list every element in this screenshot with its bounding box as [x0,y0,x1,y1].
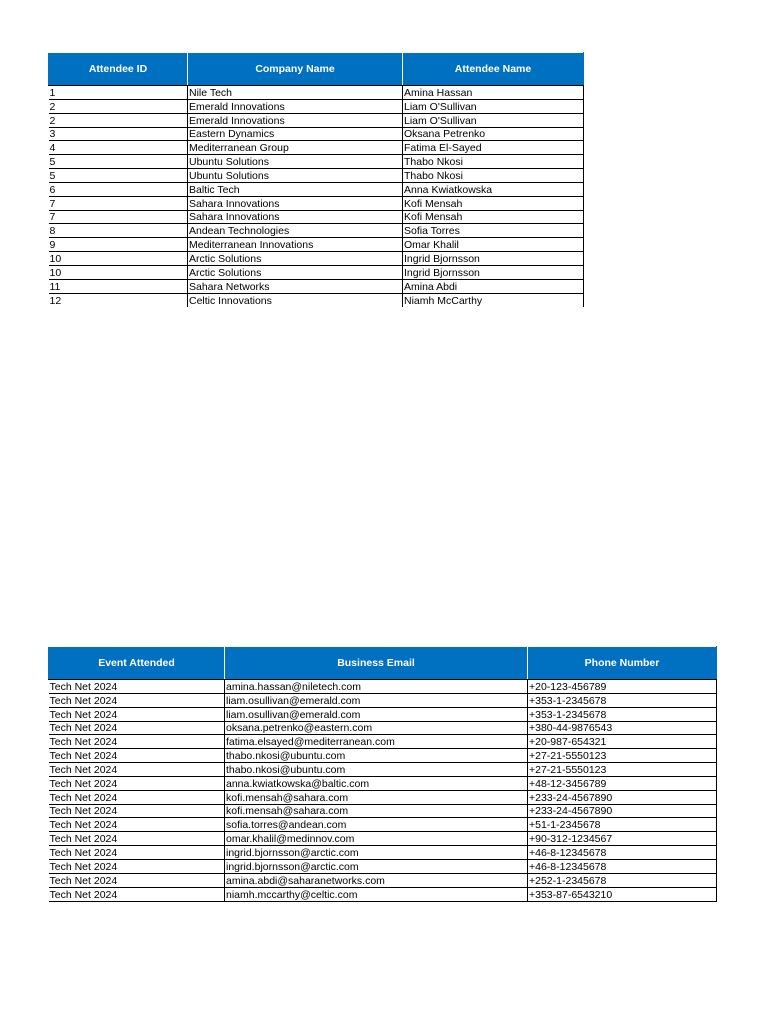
event-attended-cell: Tech Net 2024 [49,776,225,790]
company-name-cell: Mediterranean Innovations [188,238,403,252]
event-attended-cell: Tech Net 2024 [49,790,225,804]
phone-number-cell: +27-21-5550123 [528,763,717,777]
company-name-cell: Arctic Solutions [188,252,403,266]
attendee-name-cell: Fatima El-Sayed [403,141,584,155]
company-name-cell: Arctic Solutions [188,265,403,279]
company-name-cell: Andean Technologies [188,224,403,238]
company-name-cell: Emerald Innovations [188,113,403,127]
table-row [49,86,584,100]
business-email-cell: amina.abdi@saharanetworks.com [225,873,528,887]
attendee-id-cell: 5 [49,169,188,183]
header-business-email: Business Email [225,647,528,680]
company-name-cell: Ubuntu Solutions [188,155,403,169]
event-attended-cell: Tech Net 2024 [49,763,225,777]
phone-number-cell: +233-24-4567890 [528,790,717,804]
table-row [49,693,717,707]
attendee-name-cell: Thabo Nkosi [403,155,584,169]
company-name-cell: Emerald Innovations [188,99,403,113]
attendee-id-cell: 9 [49,238,188,252]
table-row [49,265,584,279]
table-row [49,776,717,790]
event-attended-cell: Tech Net 2024 [49,846,225,860]
event-attended-cell: Tech Net 2024 [49,818,225,832]
attendee-id-cell: 2 [49,99,188,113]
header-attendee-id: Attendee ID [49,53,188,86]
attendee-id-cell: 6 [49,182,188,196]
attendee-id-cell: 2 [49,113,188,127]
phone-number-cell: +353-1-2345678 [528,693,717,707]
business-email-cell: kofi.mensah@sahara.com [225,790,528,804]
phone-number-cell: +233-24-4567890 [528,804,717,818]
event-attended-cell: Tech Net 2024 [49,873,225,887]
company-name-cell: Ubuntu Solutions [188,169,403,183]
table-row [49,846,717,860]
table-row [49,127,584,141]
business-email-cell: kofi.mensah@sahara.com [225,804,528,818]
attendee-id-cell: 4 [49,141,188,155]
phone-number-cell: +20-123-456789 [528,680,717,694]
table-row [49,763,717,777]
event-attended-cell: Tech Net 2024 [49,707,225,721]
phone-number-cell: +46-8-12345678 [528,846,717,860]
attendee-id-cell: 5 [49,155,188,169]
attendee-name-cell: Ingrid Bjornsson [403,252,584,266]
table-row [49,293,584,306]
header-phone-number: Phone Number [528,647,717,680]
company-name-cell: Nile Tech [188,86,403,100]
attendee-name-cell: Omar Khalil [403,238,584,252]
phone-number-cell: +46-8-12345678 [528,859,717,873]
attendee-name-cell: Thabo Nkosi [403,169,584,183]
table-row [49,818,717,832]
table-row [49,252,584,266]
table-row [49,721,717,735]
table-row [49,141,584,155]
table-row [49,887,717,901]
phone-number-cell: +48-12-3456789 [528,776,717,790]
attendee-name-cell: Amina Abdi [403,279,584,293]
table-row [49,859,717,873]
table-row [49,196,584,210]
table-row [49,804,717,818]
company-name-cell: Sahara Innovations [188,210,403,224]
business-email-cell: amina.hassan@niletech.com [225,680,528,694]
table-row [49,113,584,127]
attendee-id-cell: 10 [49,265,188,279]
attendee-name-cell: Anna Kwiatkowska [403,182,584,196]
attendee-id-cell: 11 [49,279,188,293]
business-email-cell: anna.kwiatkowska@baltic.com [225,776,528,790]
event-attended-cell: Tech Net 2024 [49,832,225,846]
attendee-name-cell: Liam O'Sullivan [403,99,584,113]
table-row [49,182,584,196]
table-row [49,224,584,238]
table-row [49,279,584,293]
table-row [49,169,584,183]
attendee-name-cell: Niamh McCarthy [403,293,584,306]
table-row [49,155,584,169]
attendee-name-cell: Liam O'Sullivan [403,113,584,127]
event-attended-cell: Tech Net 2024 [49,749,225,763]
attendee-id-cell: 10 [49,252,188,266]
business-email-cell: thabo.nkosi@ubuntu.com [225,749,528,763]
event-attended-cell: Tech Net 2024 [49,804,225,818]
attendee-name-cell: Ingrid Bjornsson [403,265,584,279]
event-attended-cell: Tech Net 2024 [49,693,225,707]
event-attended-cell: Tech Net 2024 [49,680,225,694]
table-row [49,790,717,804]
header-event-attended: Event Attended [49,647,225,680]
contact-table-header-row [49,647,717,680]
event-attended-cell: Tech Net 2024 [49,721,225,735]
header-attendee-name: Attendee Name [403,53,584,86]
contact-table [48,646,717,902]
phone-number-cell: +353-1-2345678 [528,707,717,721]
business-email-cell: sofia.torres@andean.com [225,818,528,832]
phone-number-cell: +353-87-6543210 [528,887,717,901]
phone-number-cell: +90-312-1234567 [528,832,717,846]
phone-number-cell: +20-987-654321 [528,735,717,749]
table-row [49,680,717,694]
table-row [49,99,584,113]
company-name-cell: Sahara Networks [188,279,403,293]
event-attended-cell: Tech Net 2024 [49,859,225,873]
phone-number-cell: +380-44-9876543 [528,721,717,735]
attendee-table [48,52,584,307]
business-email-cell: ingrid.bjornsson@arctic.com [225,846,528,860]
attendee-name-cell: Oksana Petrenko [403,127,584,141]
header-company-name: Company Name [188,53,403,86]
phone-number-cell: +252-1-2345678 [528,873,717,887]
attendee-id-cell: 8 [49,224,188,238]
table-row [49,832,717,846]
event-attended-cell: Tech Net 2024 [49,887,225,901]
business-email-cell: liam.osullivan@emerald.com [225,693,528,707]
company-name-cell: Mediterranean Group [188,141,403,155]
attendee-id-cell: 1 [49,86,188,100]
business-email-cell: ingrid.bjornsson@arctic.com [225,859,528,873]
attendee-name-cell: Sofia Torres [403,224,584,238]
table-row [49,873,717,887]
table-row [49,210,584,224]
company-name-cell: Eastern Dynamics [188,127,403,141]
attendee-name-cell: Amina Hassan [403,86,584,100]
business-email-cell: thabo.nkosi@ubuntu.com [225,763,528,777]
table-row [49,707,717,721]
attendee-id-cell: 12 [49,294,62,307]
event-attended-cell: Tech Net 2024 [49,735,225,749]
business-email-cell: niamh.mccarthy@celtic.com [225,887,528,901]
phone-number-cell: +51-1-2345678 [528,818,717,832]
company-name-cell: Celtic Innovations [188,293,403,306]
business-email-cell: omar.khalil@medinnov.com [225,832,528,846]
company-name-cell: Sahara Innovations [188,196,403,210]
business-email-cell: fatima.elsayed@mediterranean.com [225,735,528,749]
attendee-id-cell: 7 [49,196,188,210]
phone-number-cell: +27-21-5550123 [528,749,717,763]
attendee-id-cell: 3 [49,127,188,141]
table-row [49,238,584,252]
company-name-cell: Baltic Tech [188,182,403,196]
business-email-cell: liam.osullivan@emerald.com [225,707,528,721]
business-email-cell: oksana.petrenko@eastern.com [225,721,528,735]
table-row [49,735,717,749]
attendee-id-cell: 7 [49,210,188,224]
attendee-table-header-row [49,53,584,86]
attendee-name-cell: Kofi Mensah [403,210,584,224]
attendee-name-cell: Kofi Mensah [403,196,584,210]
table-row [49,749,717,763]
